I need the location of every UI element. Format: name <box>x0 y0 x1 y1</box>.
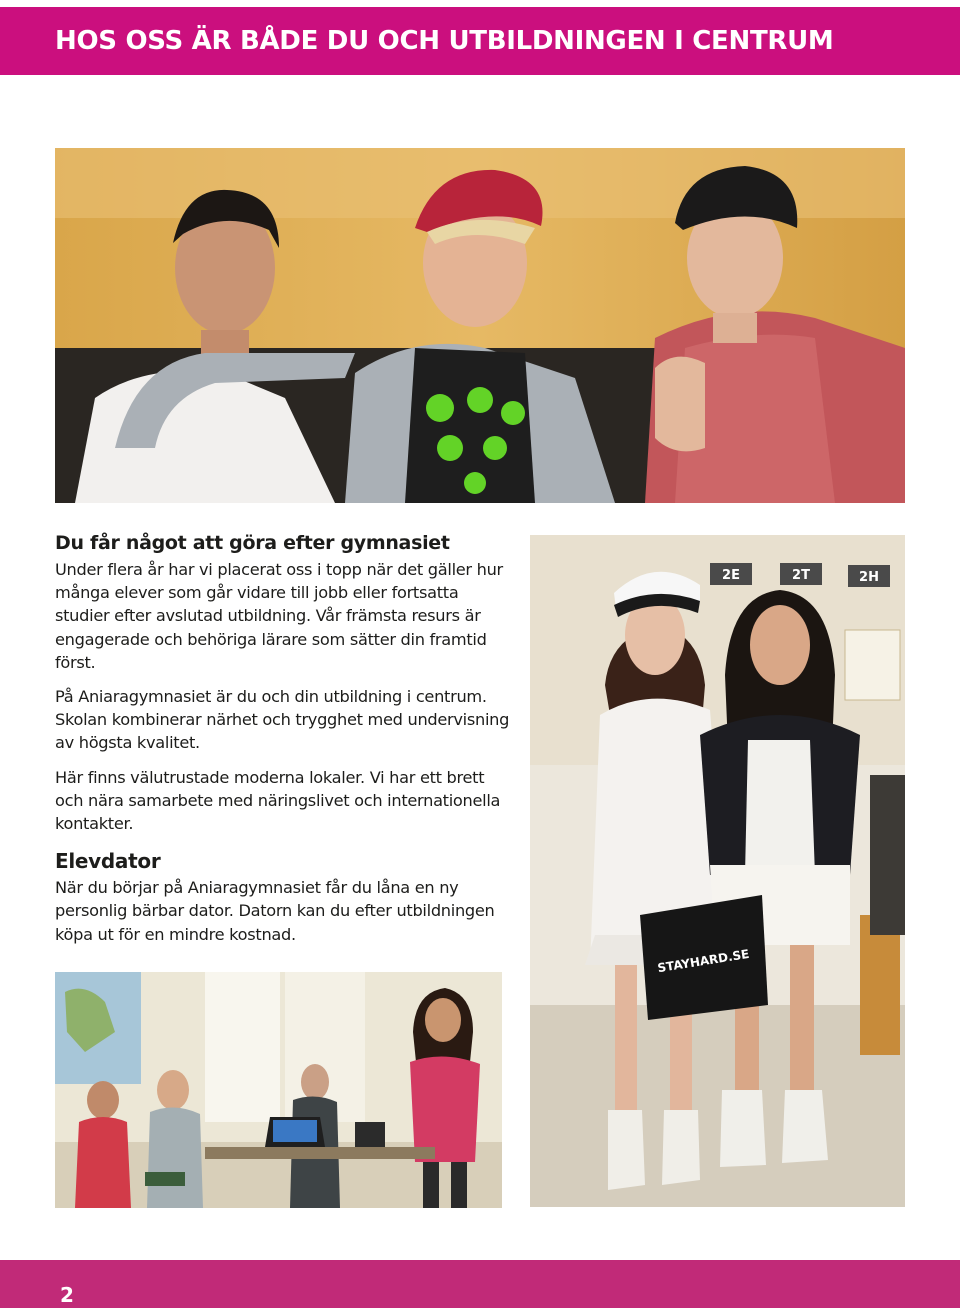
paragraph: När du börjar på Aniaragymnasiet får du låna en ny personlig bärbar dator. Datorn kan du efter utbildningen köpa ut för en mindre kostnad. <box>55 878 495 944</box>
room-sign-2t: 2T <box>792 568 810 583</box>
page-number: 2 <box>60 1283 74 1307</box>
text-column <box>55 530 517 946</box>
paragraph: Här finns välutrustade moderna lokaler. Vi har ett brett och nära samarbete med näringslivet och internationella kontakter. <box>55 767 501 834</box>
page-title: HOS OSS ÄR BÅDE DU OCH UTBILDNINGEN I CENTRUM <box>55 26 834 56</box>
photo-two-students <box>530 535 905 1207</box>
photo-classroom <box>55 972 502 1208</box>
paragraph: På Aniaragymnasiet är du och din utbildning i centrum. Skolan kombinerar närhet och trygghet med undervisning av högsta kvalitet. <box>55 687 510 753</box>
section-heading-after-gymnasiet: Du får något att göra efter gymnasiet <box>55 532 450 554</box>
room-sign-2h: 2H <box>859 570 879 585</box>
footer-bar <box>0 1260 960 1308</box>
photo-three-students <box>55 148 905 503</box>
room-sign-2e: 2E <box>722 568 740 583</box>
section-heading-elevdator: Elevdator <box>55 849 161 874</box>
bag-logo: STAYHARD.SE <box>656 946 751 976</box>
paragraph: Under flera år har vi placerat oss i topp när det gäller hur många elever som går vidare till jobb eller fortsatta studier efter avslutad utbildning. Vår främsta resurs är engagerade och behöriga lärare som sätter din framtid först. <box>55 560 503 672</box>
